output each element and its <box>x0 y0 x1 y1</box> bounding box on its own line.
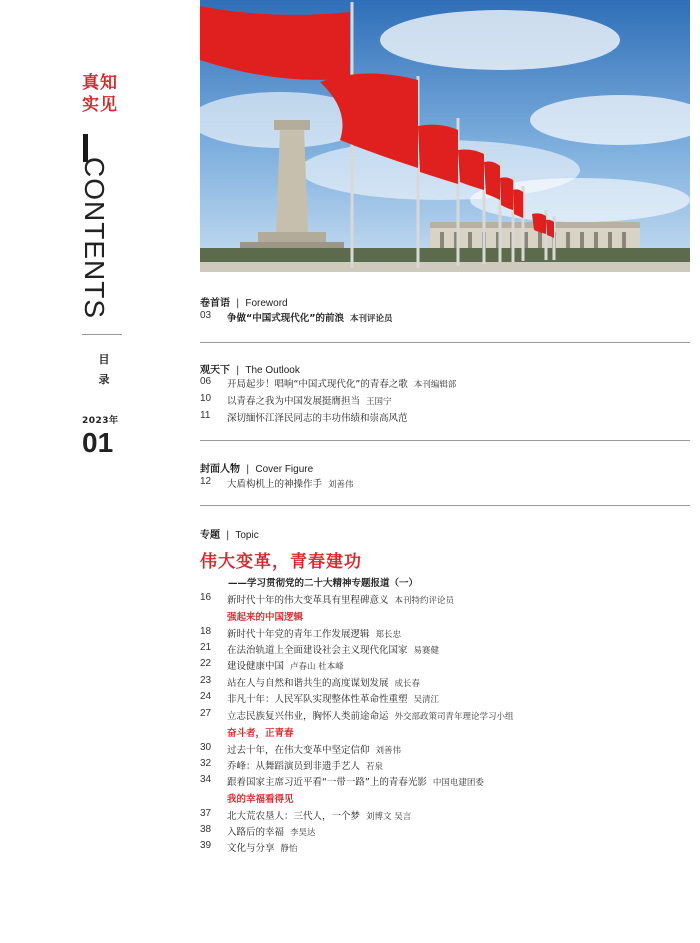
toc-page: 16 <box>200 592 212 603</box>
toc-author: 王国宁 <box>366 397 392 407</box>
toc-title-text: 开局起步！唱响“中国式现代化”的青春之歌 <box>227 379 408 390</box>
toc-page: 32 <box>200 758 212 769</box>
toc-page: 37 <box>200 808 212 819</box>
toc-page: 11 <box>200 410 211 421</box>
toc-entry[interactable] <box>200 758 690 774</box>
toc-title <box>227 658 344 672</box>
mulu-char-1: 目 <box>98 353 110 366</box>
toc-title-text: 新时代十年党的青年工作发展逻辑 <box>227 629 370 640</box>
toc-entry[interactable] <box>200 708 690 724</box>
header-separator: | <box>236 365 240 376</box>
toc-author: 刘博文 吴言 <box>366 812 412 822</box>
toc-page: 23 <box>200 675 212 686</box>
toc-title-text: 立志民族复兴伟业，胸怀人类前途命运 <box>227 711 389 722</box>
toc-title-text: 站在人与自然和谐共生的高度谋划发展 <box>227 678 389 689</box>
issue-year: 2023年 <box>82 416 119 426</box>
section-title-cn: 卷首语 <box>200 298 230 309</box>
toc-entry[interactable] <box>200 626 690 642</box>
toc-title-text: 建设健康中国 <box>227 661 285 672</box>
toc-author: 若泉 <box>366 762 384 772</box>
toc-page: 34 <box>200 774 212 785</box>
toc-title-text: 争做“中国式现代化”的前浪 <box>227 313 344 324</box>
contents-text: CONTENTS <box>79 156 110 319</box>
toc-author: 本刊特约评论员 <box>394 596 455 606</box>
toc-title <box>227 376 456 390</box>
toc-entry[interactable] <box>200 310 690 326</box>
toc-title <box>227 592 454 606</box>
toc-page: 10 <box>200 393 212 404</box>
toc-author: 本刊评论员 <box>350 314 393 324</box>
toc-title <box>227 742 401 756</box>
header-separator: | <box>226 530 230 541</box>
toc-page: 38 <box>200 824 212 835</box>
toc-title <box>227 310 393 324</box>
toc-page: 21 <box>200 642 212 653</box>
toc-author: 刘善伟 <box>328 480 354 490</box>
toc-author: 外交部政策司青年理论学习小组 <box>394 712 514 722</box>
toc-title <box>227 410 408 424</box>
section-divider <box>200 440 690 441</box>
toc-entry[interactable] <box>200 642 690 658</box>
section-header-foreword <box>200 294 288 309</box>
toc-title-text: 文化与分享 <box>227 843 275 854</box>
toc-title <box>227 824 316 838</box>
toc-author: 卢春山 杜本峰 <box>290 662 344 672</box>
toc-entry[interactable] <box>200 658 690 674</box>
toc-title <box>227 393 392 407</box>
toc-title-text: 过去十年，在伟大变革中坚定信仰 <box>227 745 370 756</box>
header-separator: | <box>246 464 250 475</box>
subsection-heading: 强起来的中国逻辑 <box>227 612 304 623</box>
toc-title-text: 北大荒农垦人：三代人，一个梦 <box>227 811 361 822</box>
toc-title-text: 深切缅怀江泽民同志的丰功伟绩和崇高风范 <box>227 413 408 424</box>
toc-entry[interactable] <box>200 824 690 840</box>
toc-title-text: 非凡十年：人民军队实现整体性革命性重塑 <box>227 694 408 705</box>
toc-page: 24 <box>200 691 212 702</box>
section-divider <box>200 505 690 506</box>
toc-title <box>227 476 354 490</box>
section-title-cn: 封面人物 <box>200 464 240 475</box>
section-title-en: Foreword <box>245 298 288 309</box>
toc-entry[interactable] <box>200 376 690 392</box>
toc-entry[interactable] <box>200 742 690 758</box>
section-header-outlook <box>200 361 300 376</box>
toc-title-text: 在法治轨道上全面建设社会主义现代化国家 <box>227 645 408 656</box>
toc-entry[interactable] <box>200 774 690 790</box>
toc-title <box>227 691 439 705</box>
contents-label <box>72 150 116 325</box>
toc-author: 刘善伟 <box>375 746 402 756</box>
toc-author: 成长春 <box>394 679 421 689</box>
toc-page: 22 <box>200 658 212 669</box>
toc-entry[interactable] <box>200 393 690 409</box>
toc-author: 静怡 <box>280 844 298 854</box>
subsection-heading: 我的幸福看得见 <box>227 794 294 805</box>
brand-line-2: 实见 <box>82 95 118 115</box>
toc-title-text: 以青春之我为中国发展挺膺担当 <box>227 396 361 407</box>
brand-mark <box>82 72 142 116</box>
toc-title <box>227 774 484 788</box>
mulu-label <box>96 350 112 390</box>
cover-photo <box>200 0 690 272</box>
toc-entry[interactable] <box>200 592 690 608</box>
feature-subtitle: ——学习贯彻党的二十大精神专题报道（一） <box>228 578 419 589</box>
toc-title <box>227 808 411 822</box>
toc-entry[interactable] <box>200 840 690 856</box>
toc-entry[interactable] <box>200 675 690 691</box>
toc-title <box>227 675 420 689</box>
section-title-en: Topic <box>235 530 259 541</box>
section-header-cover-figure <box>200 460 313 475</box>
toc-title <box>227 840 298 854</box>
section-title-cn: 专题 <box>200 530 220 541</box>
toc-entry[interactable] <box>200 476 690 492</box>
toc-title-text: 大盾构机上的神操作手 <box>227 479 323 490</box>
feature-title: 伟大变革，青春建功 <box>200 552 362 572</box>
section-title-cn: 观天下 <box>200 365 230 376</box>
toc-page: 06 <box>200 376 212 387</box>
toc-entry[interactable] <box>200 691 690 707</box>
toc-author: 吴清江 <box>413 695 440 705</box>
toc-page: 12 <box>200 476 212 487</box>
toc-entry[interactable] <box>200 410 690 426</box>
toc-author: 李昊达 <box>290 828 316 838</box>
section-divider <box>200 342 690 343</box>
section-title-en: Cover Figure <box>255 464 314 475</box>
mulu-char-2: 录 <box>98 373 110 386</box>
toc-title-text: 跟着国家主席习近平看“一带一路”上的青春光影 <box>227 777 427 788</box>
header-separator: | <box>236 298 240 309</box>
toc-entry[interactable] <box>200 808 690 824</box>
subsection-heading: 奋斗者，正青春 <box>227 728 294 739</box>
toc-title <box>227 758 383 772</box>
toc-page: 18 <box>200 626 212 637</box>
toc-page: 27 <box>200 708 212 719</box>
section-header-topic <box>200 526 259 541</box>
toc-author: 中国电建团委 <box>432 778 484 788</box>
rail-divider <box>82 334 122 335</box>
toc-title <box>227 642 439 656</box>
left-rail <box>0 0 190 943</box>
toc-page: 03 <box>200 310 212 321</box>
toc-page: 39 <box>200 840 212 851</box>
section-title-en: The Outlook <box>245 365 300 376</box>
toc-author: 本刊编辑部 <box>413 380 457 390</box>
cover-photo-illustration <box>200 0 690 272</box>
issue-number: 01 <box>82 427 114 458</box>
toc-title-text: 新时代十年的伟大变革具有里程碑意义 <box>227 595 389 606</box>
toc-title-text: 乔峰：从舞蹈演员到非遗手艺人 <box>227 761 361 772</box>
toc-title-text: 入路后的幸福 <box>227 827 285 838</box>
toc-author: 郑长忠 <box>375 630 402 640</box>
toc-page: 30 <box>200 742 212 753</box>
brand-line-1: 真知 <box>82 73 118 93</box>
toc-title <box>227 708 514 722</box>
toc-title <box>227 626 401 640</box>
toc-author: 易赛健 <box>413 646 440 656</box>
